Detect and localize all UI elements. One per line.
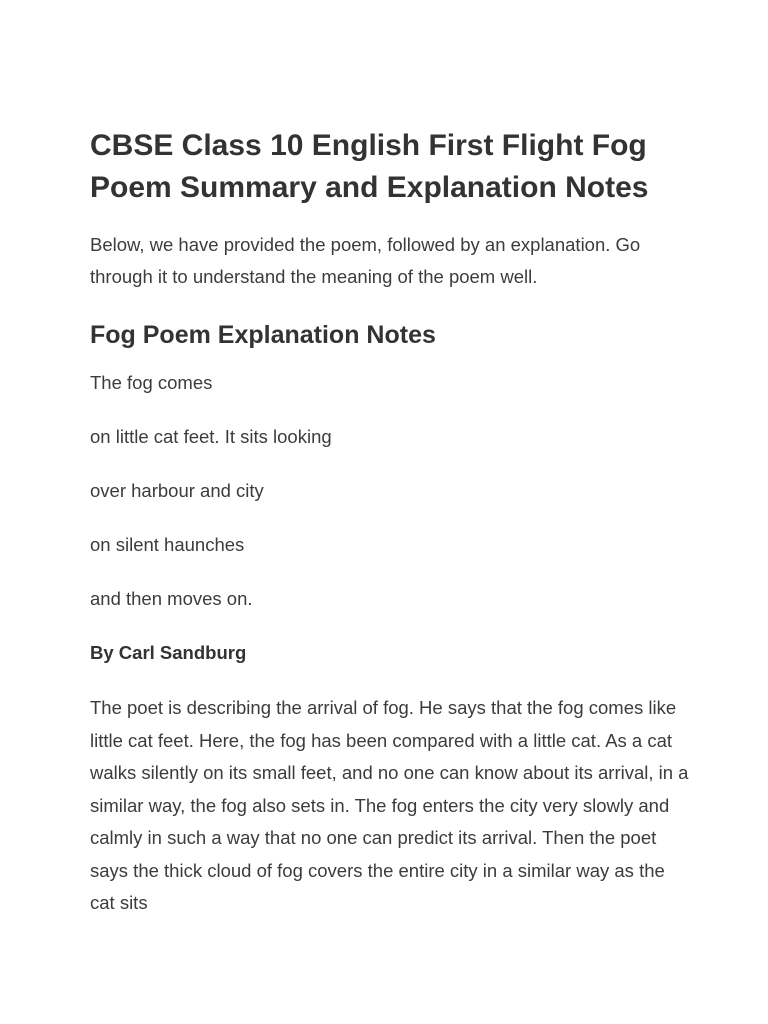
poem-line-1: The fog comes	[90, 372, 213, 393]
intro-paragraph: Below, we have provided the poem, followed by an explanation. Go through it to understand the meaning of the poem well.	[90, 234, 641, 287]
poem-line-5: and then moves on.	[90, 588, 253, 609]
poem-line-2: on little cat feet. It sits looking	[90, 426, 332, 447]
page-title: CBSE Class 10 English First Flight Fog Poem Summary and Explanation Notes	[90, 129, 649, 204]
explanation-paragraph: The poet is describing the arrival of fog. He says that the fog comes like little cat feet. Here, the fog has been compared with a little cat. As a cat walks silently on its small feet, and no one can know about its arrival, in a similar way, the fog also sets in. The fog enters the city very slowly and calmly in such a way that no one can predict its arrival. Then the poet says the thick cloud of fog covers the entire city in a similar way as the cat sits	[90, 697, 689, 913]
section-heading: Fog Poem Explanation Notes	[90, 321, 436, 349]
article-body	[90, 125, 690, 920]
poem-line-4: on silent haunches	[90, 534, 245, 555]
poem-line-3: over harbour and city	[90, 480, 264, 501]
poem-author: By Carl Sandburg	[90, 642, 247, 663]
